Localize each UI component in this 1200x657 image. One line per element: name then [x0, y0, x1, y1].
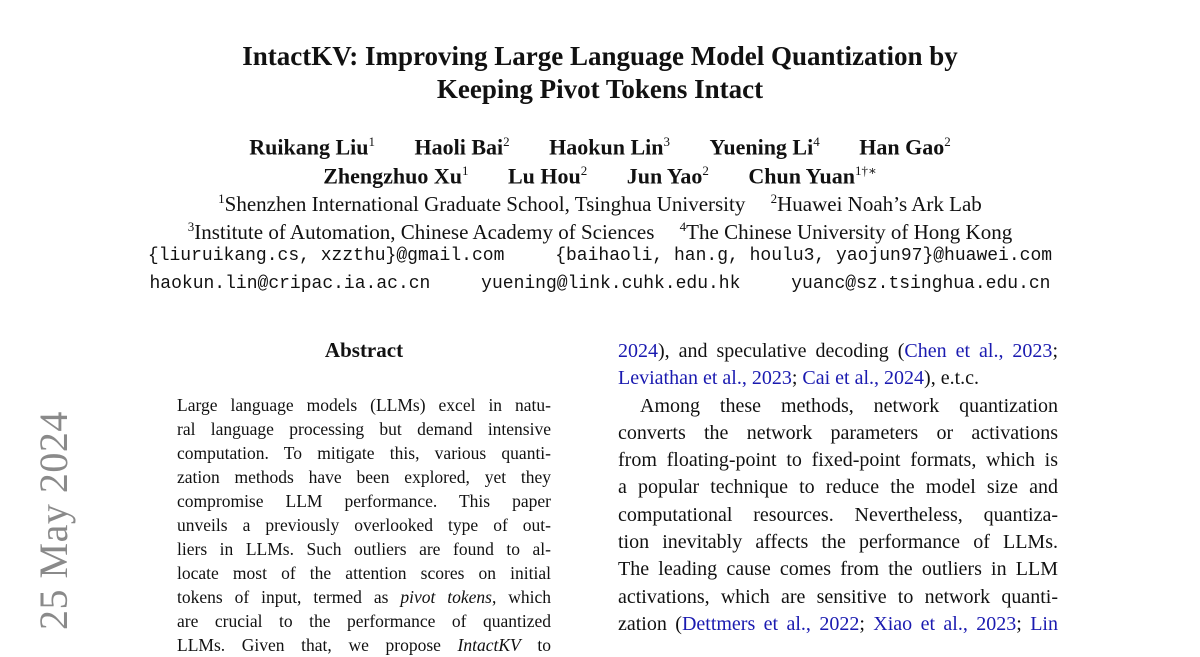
citation-link[interactable]: Leviathan et al., 2023 [618, 367, 792, 390]
arxiv-date-text: 25 May 2024 [31, 411, 76, 630]
abstract-line: unveils a previously overlooked type of out- [177, 515, 551, 535]
affiliation-huawei: $^2$Huawei Noah’s Ark Lab [770, 191, 982, 216]
citation-link[interactable]: Dettmers et al., 2022 [681, 612, 860, 635]
abstract-line: ral language processing but demand intensive [177, 419, 551, 439]
body-line: from floating-point to fixed-point formats, which is [618, 449, 1058, 472]
right-column-text [618, 338, 1058, 638]
pivot-tokens-term: pivot tokens [400, 587, 492, 607]
affiliation-casia: $^3$Institute of Automation, Chinese Academy of Sciences [187, 219, 655, 244]
email-cuhk: yuening@link.cuhk.edu.hk [481, 274, 741, 294]
abstract-line: LLMs. Given that, we propose IntactKV to [177, 635, 551, 655]
abstract-line: zation methods have been explored, yet they [177, 467, 551, 487]
body-line: computational resources. Nevertheless, quantiza- [618, 503, 1058, 526]
author-haokun-lin: Haokun Lin$^3$ [549, 134, 670, 160]
author-haoli-bai: Haoli Bai$^2$ [414, 134, 510, 160]
body-line: The leading cause comes from the outliers in LLM [618, 558, 1058, 581]
abstract-line: computation. To mitigate this, various quanti- [177, 443, 551, 463]
abstract-heading: Abstract [324, 338, 404, 362]
abstract-line: locate most of the attention scores on initial [177, 563, 551, 583]
citation-link[interactable]: Cai et al., 2024 [802, 367, 925, 390]
author-han-gao: Han Gao$^2$ [859, 134, 951, 160]
email-gmail: {liuruikang.cs, xzzthu}@gmail.com [147, 246, 505, 266]
author-zhengzhuo-xu: Zhengzhuo Xu$^1$ [323, 163, 469, 189]
intactkv-term: IntactKV [457, 635, 521, 655]
title-line-2: Keeping Pivot Tokens Intact [436, 74, 764, 104]
affiliation-cuhk: $^4$The Chinese University of Hong Kong [679, 219, 1013, 244]
abstract-body [177, 393, 551, 657]
body-line: tion inevitably affects the performance of LLMs. [618, 531, 1058, 554]
body-line: converts the network parameters or activations [618, 421, 1058, 444]
author-jun-yao: Jun Yao$^2$ [626, 163, 709, 189]
email-row-2 [0, 270, 1200, 298]
abstract-line: are crucial to the performance of quantized [177, 611, 551, 631]
email-tsinghua: yuanc@sz.tsinghua.edu.cn [791, 274, 1051, 294]
citation-link[interactable]: Lin [1030, 612, 1058, 635]
paper-title [0, 40, 1200, 106]
author-ruikang-liu: Ruikang Liu$^1$ [249, 134, 376, 160]
body-line: a popular technique to reduce the model size and [618, 476, 1058, 499]
abstract-line: liers in LLMs. Such outliers are found to al- [177, 539, 551, 559]
arxiv-date-stamp [28, 400, 78, 630]
abstract-line: Large language models (LLMs) excel in natu- [177, 395, 551, 415]
email-row-1 [0, 242, 1200, 270]
title-line-1: IntactKV: Improving Large Language Model Quantization by [242, 41, 958, 71]
abstract-line: tokens of input, termed as pivot tokens, which [177, 587, 551, 607]
author-yuening-li: Yuening Li$^4$ [709, 134, 820, 160]
email-cripac: haokun.lin@cripac.ia.ac.cn [149, 274, 431, 294]
affiliation-tsinghua: $^1$Shenzhen International Graduate School, Tsinghua University [218, 191, 746, 216]
email-huawei: {baihaoli, han.g, houlu3, yaojun97}@huawei.com [555, 246, 1053, 266]
author-lu-hou: Lu Hou$^2$ [507, 163, 588, 189]
body-line: Leviathan et al., 2023; Cai et al., 2024), e.t.c. [618, 367, 980, 390]
body-line: activations, which are sensitive to network quanti- [618, 585, 1058, 608]
citation-link[interactable]: 2024 [618, 340, 658, 362]
citation-link[interactable]: Chen et al., 2023 [904, 340, 1053, 362]
body-line: 2024), and speculative decoding (Chen et al., 2023; [618, 340, 1058, 362]
body-line: zation (Dettmers et al., 2022; Xiao et al., 2023; Lin [618, 612, 1058, 635]
abstract-line: compromise LLM performance. This paper [177, 491, 551, 511]
citation-link[interactable]: Xiao et al., 2023 [873, 612, 1017, 635]
author-chun-yuan: Chun Yuan$^{1\dagger∗}$ [748, 163, 877, 189]
body-line: Among these methods, network quantization [640, 394, 1058, 417]
